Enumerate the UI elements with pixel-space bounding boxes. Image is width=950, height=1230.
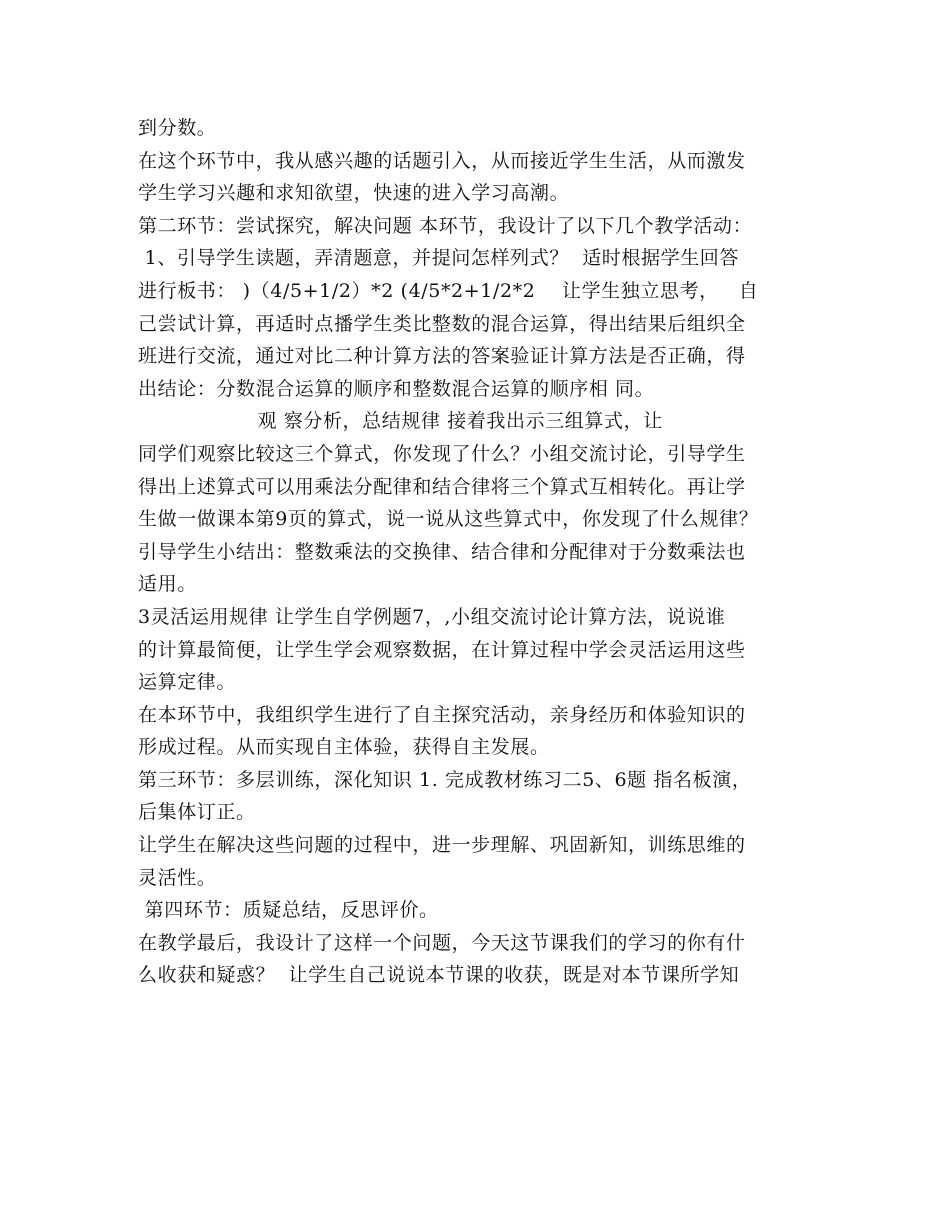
text-line: 观 察分析，总结规律 接着我出示三组算式，让 (138, 410, 663, 433)
text-line: 在本环节中，我组织学生进行了自主探究活动，亲身经历和体验知识的 (138, 703, 746, 726)
text-line: 进行板书： )（4/5+1/2）*2 (4/5*2+1/2*2 让学生独立思考， 自 (138, 279, 759, 302)
text-line: 的计算最简便，让学生学会观察数据，在计算过程中学会灵活运用这些 (138, 638, 746, 661)
text-line: 3灵活运用规律 让学生自学例题7，,小组交流讨论计算方法，说说谁 (138, 605, 726, 628)
text-line: 形成过程。从而实现自主体验，获得自主发展。 (138, 736, 550, 759)
text-line: 同学们观察比较这三个算式，你发现了什么？小组交流讨论，引导学生 (138, 442, 746, 465)
text-line: 运算定律。 (138, 671, 237, 694)
text-line: 么收获和疑惑？ 让学生自己说说本节课的收获，既是对本节课所学知 (138, 964, 740, 987)
text-line: 在教学最后，我设计了这样一个问题，今天这节课我们的学习的你有什 (138, 931, 746, 954)
text-line: 在这个环节中，我从感兴趣的话题引入，从而接近学生生活，从而激发 (138, 149, 746, 172)
text-line: 第二环节：尝试探究，解决问题 本环节，我设计了以下几个教学活动： (138, 214, 753, 237)
text-line: 出结论：分数混合运算的顺序和整数混合运算的顺序相 同。 (138, 377, 655, 400)
text-line: 第四环节：质疑总结，反思评价。 (138, 899, 439, 922)
text-line: 第三环节：多层训练，深化知识 1. 完成教材练习二5、6题 指名板演， (138, 768, 752, 791)
text-line: 班进行交流，通过对比二种计算方法的答案验证计算方法是否正确，得 (138, 345, 746, 368)
text-line: 适用。 (138, 573, 197, 596)
text-line: 灵活性。 (138, 866, 217, 889)
text-line: 生做一做课本第9页的算式，说一说从这些算式中，你发现了什么规律？ (138, 508, 759, 531)
document-body (138, 112, 838, 992)
text-line: 让学生在解决这些问题的过程中，进一步理解、巩固新知，训练思维的 (138, 834, 746, 857)
text-line: 己尝试计算，再适时点播学生类比整数的混合运算，得出结果后组织全 (138, 312, 746, 335)
text-line: 1、引导学生读题，弄清题意，并提问怎样列式？ 适时根据学生回答 (138, 247, 740, 270)
text-line: 得出上述算式可以用乘法分配律和结合律将三个算式互相转化。再让学 (138, 475, 746, 498)
text-line: 引导学生小结出：整数乘法的交换律、结合律和分配律对于分数乘法也 (138, 540, 746, 563)
text-line: 学生学习兴趣和求知欲望，快速的进入学习高潮。 (138, 182, 570, 205)
text-line: 到分数。 (138, 117, 217, 139)
text-line: 后集体订正。 (138, 801, 256, 824)
